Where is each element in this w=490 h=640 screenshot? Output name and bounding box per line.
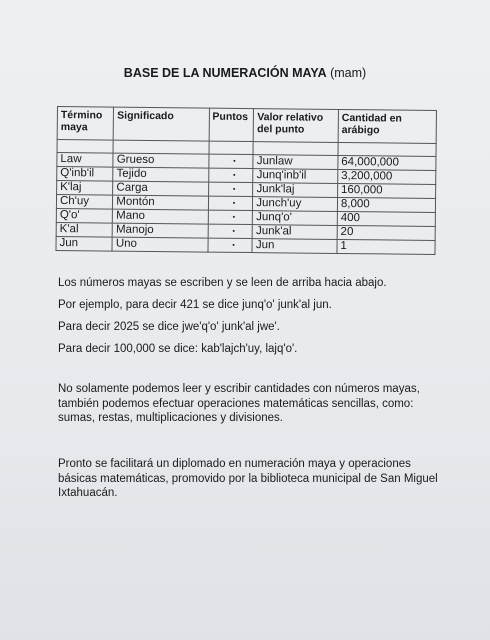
cell-term: Law [57, 153, 113, 168]
cell-meaning: Montón [113, 195, 208, 210]
point-dot [234, 174, 236, 176]
header-term: Término maya [57, 107, 114, 141]
cell-points [208, 168, 253, 182]
cell-relative: Junch'uy [253, 197, 338, 212]
cell-points [208, 224, 253, 238]
cell-points [208, 182, 253, 196]
cell-arabic: 8,000 [337, 197, 435, 212]
document-title [0, 66, 490, 80]
cell-relative: Junk'laj [253, 183, 338, 198]
cell-relative: Jun [252, 239, 337, 254]
cell-term: Q'o' [56, 208, 112, 223]
cell-points [208, 210, 253, 224]
cell-points [208, 196, 253, 210]
cell-term: K'al [56, 222, 112, 237]
point-dot [233, 216, 235, 218]
point-dot [233, 202, 235, 204]
cell-arabic: 160,000 [337, 183, 435, 198]
cell-meaning: Manojo [112, 223, 207, 238]
paragraph-operations: No solamente podemos leer y escribir cantidades con números mayas, también podemos efectuar operaciones matemáticas sencillas, como: sumas, restas, multiplicaciones y divisiones. [58, 383, 420, 424]
point-dot [234, 188, 236, 190]
paragraph-example-421: Por ejemplo, para decir 421 se dice junq'o' junk'al jun. [58, 299, 332, 311]
paragraph-diploma: Pronto se facilitará un diplomado en numeración maya y operaciones básicas matemáticas, promovido por la biblioteca municipal de San Miguel Ixtahuacán. [58, 458, 438, 499]
point-dot [234, 160, 236, 162]
cell-relative: Junlaw [253, 155, 338, 170]
cell-meaning: Tejido [113, 167, 208, 182]
cell-term: K'laj [57, 181, 113, 196]
cell-relative: Junk'al [252, 225, 337, 240]
cell-relative: Junq'o' [253, 211, 338, 226]
cell-arabic: 400 [337, 211, 435, 226]
cell-term: Ch'uy [56, 195, 112, 210]
cell-meaning: Uno [112, 237, 207, 252]
cell-term: Jun [56, 236, 112, 251]
cell-arabic: 1 [337, 239, 435, 254]
title-sub: (mam) [330, 66, 367, 80]
cell-relative: Junq'inb'il [253, 169, 338, 184]
cell-arabic: 20 [337, 225, 435, 240]
maya-numeration-table [55, 106, 436, 255]
title-main: BASE DE LA NUMERACIÓN MAYA [123, 66, 327, 80]
cell-points [208, 154, 253, 168]
header-points: Puntos [209, 108, 254, 141]
paragraph-reading-direction: Los números mayas se escriben y se leen de arriba hacia abajo. [58, 277, 387, 289]
table-row [56, 236, 435, 254]
cell-term: Q'inb'il [57, 167, 113, 182]
header-arabic: Cantidad en arábigo [338, 109, 436, 143]
cell-points [208, 238, 253, 252]
point-dot [233, 230, 235, 232]
cell-meaning: Carga [113, 181, 208, 196]
header-relative-value: Valor relativo del punto [253, 109, 338, 143]
cell-arabic: 3,200,000 [338, 169, 436, 184]
cell-arabic: 64,000,000 [338, 155, 436, 170]
point-dot [233, 244, 235, 246]
paragraph-example-2025: Para decir 2025 se dice jwe'q'o' junk'al jwe'. [58, 321, 280, 333]
cell-meaning: Grueso [113, 153, 208, 168]
header-meaning: Significado [113, 107, 209, 141]
cell-meaning: Mano [113, 209, 208, 224]
paragraph-example-100000: Para decir 100,000 se dice: kab'lajch'uy, lajq'o'. [58, 343, 298, 355]
table-header-row [57, 107, 436, 144]
